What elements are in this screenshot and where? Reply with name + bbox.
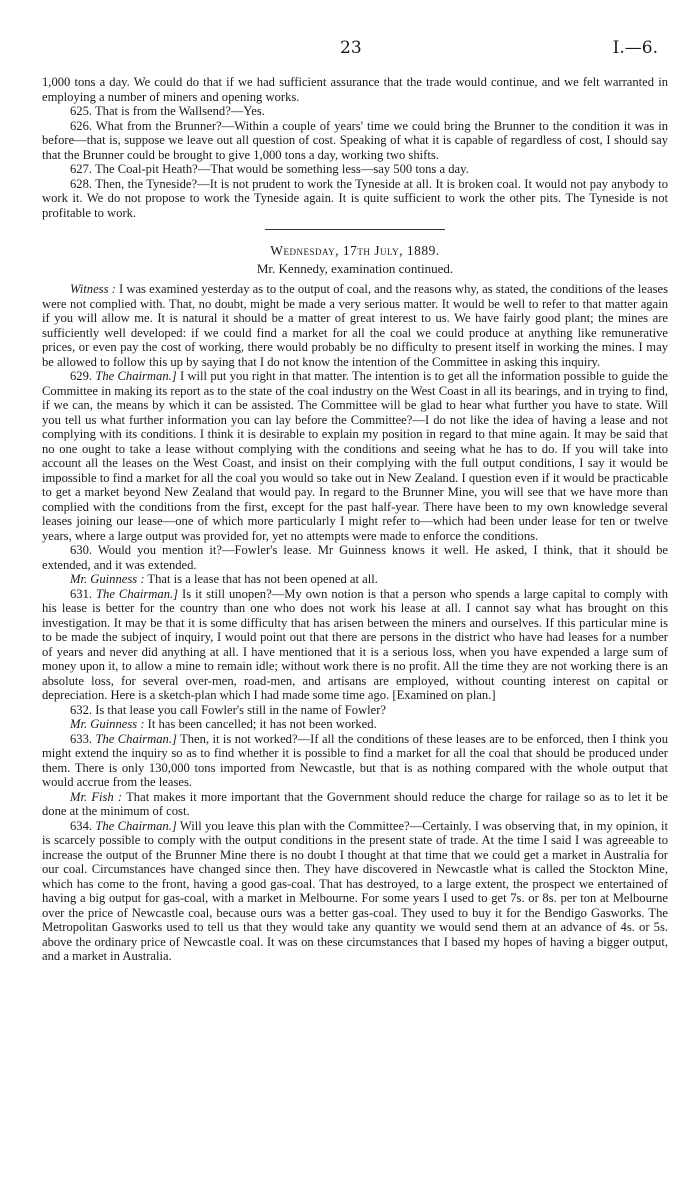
speaker-label: Mr. Guinness :	[70, 717, 145, 731]
paragraph	[42, 282, 668, 369]
speaker-label: 629. The Chairman.]	[70, 369, 177, 383]
pre-section-text	[42, 75, 668, 220]
paragraph-text: I was examined yesterday as to the output of coal, and the reasons why, as stated, the conditions of the leases were not complied with. That, no doubt, might be made a very serious matter. It would be well to refer to that matter again if you will allow me. It is natural it should be a matter of great interest to us. We have fairly good plant; the mines are sufficiently well developed: if we could find a market for all the coal we could produce at anything like remunerative prices, or even pay the cost of working, there would probably be no difficulty to present itself in working the mines. I may be allowed to follow this up by saying that I do not know the intention of the Committee in asking this inquiry.	[42, 282, 668, 369]
paragraph	[42, 177, 668, 221]
page-number: 23	[340, 38, 362, 58]
paragraph	[42, 369, 668, 543]
paragraph	[42, 572, 668, 587]
paragraph	[42, 104, 668, 119]
section-divider	[265, 229, 445, 230]
paragraph	[42, 703, 668, 718]
paragraph	[42, 587, 668, 703]
speaker-label: Mr. Fish :	[70, 789, 123, 804]
section-date: Wednesday, 17th July, 1889.	[270, 243, 440, 258]
paragraph-text: Is it still unopen?—My own notion is that a person who spends a large capital to comply with his lease is better for the country than one who does not work his lease at all. I cannot say what has brought on this investigation. It may be that it is some difficulty that has arisen between the miners and ourselves. If this particular mine is to be made the subject of inquiry, I would point out that there are persons in the district who have had leases for a number of years and never did anything at all. I have mentioned that it is a serious loss, when you have expended a large sum of money upon it, to allow a mine to remain idle; without work there is no profit. All the time they are not working there is an absolute loss, for several over-men, road-men, and artisans are employed, without counting interest on capital or depreciation. Here is a sketch-plan which I had made some time ago. [Examined on plan.]	[42, 586, 668, 702]
speaker-label: Witness :	[70, 282, 116, 296]
paragraph-text: That makes it more important that the Government should reduce the charge for railage so as to let it be done at the minimum of cost.	[42, 789, 669, 818]
document-body	[42, 75, 668, 964]
paragraph-text: 1,000 tons a day. We could do that if we had sufficient assurance that the trade would continue, and we felt warranted in employing a number of miners and opening works.	[42, 75, 668, 104]
paragraph-text: 626. What from the Brunner?—Within a couple of years' time we could bring the Brunner to the condition it was in before—that is, suppose we leave out all question of cost. Speaking of what it is capable of regardless of cost, I should say that the Brunner could be brought to give 1,000 tons a day, working two shifts.	[42, 118, 668, 162]
paragraph-text: 625. That is from the Wallsend?—Yes.	[70, 104, 265, 118]
page-reference: I.—6.	[612, 38, 658, 58]
page-header	[0, 38, 700, 62]
paragraph	[42, 732, 668, 790]
paragraph-text: 632. Is that lease you call Fowler's still in the name of Fowler?	[70, 702, 386, 717]
paragraph-text: Will you leave this plan with the Committee?—Certainly. I was observing that, in my opinion, it is scarcely possible to comply with the output conditions in the present state of trade. At the time I said I was agreeable to increase the output of the Brunner Mine there is no doubt I thought at that time that we could get a market in Australia for our coal. Circumstances have changed since then. They have discovered in Newcastle what is called the Stockton Mine, which has come to the front, having a good gas-coal. That has destroyed, to a large extent, the prospect we entertained of having a big output for gas-coal, with a market in Melbourne. For some years I used to get 7s. or 8s. per ton at Melbourne over the price of Newcastle coal, because ours was a better gas-coal. They used to buy it for the Bendigo Gasworks. The Metropolitan Gasworks used to tell us that they would take any quantity we would send them at an advance of 4s. or 5s. above the ordinary price of Newcastle coal. It was on these circumstances that I based my hopes of having a bigger output, and a market in Australia.	[42, 818, 669, 963]
speaker-label: Mr. Guinness :	[70, 572, 145, 586]
paragraph	[42, 790, 668, 819]
paragraph-text: 630. Would you mention it?—Fowler's lease. Mr Guinness knows it well. He asked, I think, that it should be extended, and it was extended.	[42, 543, 668, 572]
paragraph	[42, 162, 668, 177]
paragraph	[42, 75, 668, 104]
paragraph	[42, 543, 668, 572]
paragraph-text: It has been cancelled; it has not been worked.	[144, 717, 377, 731]
paragraph	[42, 717, 668, 732]
paragraph-text: 627. The Coal-pit Heath?—That would be something less—say 500 tons a day.	[70, 162, 469, 176]
speaker-label: 633. The Chairman.]	[70, 731, 177, 746]
testimony-text	[42, 282, 668, 964]
paragraph	[42, 819, 668, 964]
speaker-label: 634. The Chairman.]	[70, 818, 177, 833]
speaker-label: 631. The Chairman.]	[70, 586, 179, 601]
paragraph-text: 628. Then, the Tyneside?—It is not prudent to work the Tyneside at all. It is broken coal. It would not pay anybody to work it. We do not propose to work the Tyneside again. It is quite sufficient to work the other pits. The Tyneside is not profitable to work.	[42, 176, 668, 220]
paragraph	[42, 119, 668, 163]
witness-line: Mr. Kennedy, examination continued.	[256, 260, 454, 276]
paragraph-text: That is a lease that has not been opened at all.	[144, 572, 378, 586]
paragraph-text: Then, it is not worked?—If all the conditions of these leases are to be enforced, then I think you might extend the inquiry so as to find whether it is possible to find a market for all the coal that should be produced under them. There is only 130,000 tons imported from Newcastle, but that is as nothing compared with the whole output that would accrue from the leases.	[42, 731, 669, 789]
paragraph-text: I will put you right in that matter. The intention is to get all the information possible to guide the Committee in making its report as to the state of the coal industry on the West Coast in all its bearings, and in trying to find, if we can, the means by which it can be assisted. The Committee will be glad to hear what further you have to state. Will you tell us what further information you can lay before the Committee?—I do not like the idea of having a lease and not complying with its conditions. I think it is desirable to explain my position in regard to that mine again. It may be said that no one ought to take a lease without complying with the conditions and seeing what he has to do. If you will take into account all the leases on the West Coast, and insist on their complying with the full output conditions, I say it would be impossible to find a market for all the coal you would so take out in New Zealand. I question even if it would be practicable to get a market beyond New Zealand that would pay. In regard to the Brunner Mine, you will see that we have more than complied with the conditions from the first, except for the past half-year. There have been to my own knowledge several leases joining our lease—one of which more particularly I might refer to—which had been under lease for ten or twelve years, where a large output was provided for, yet no attempts were made to enforce the conditions.	[42, 369, 669, 543]
